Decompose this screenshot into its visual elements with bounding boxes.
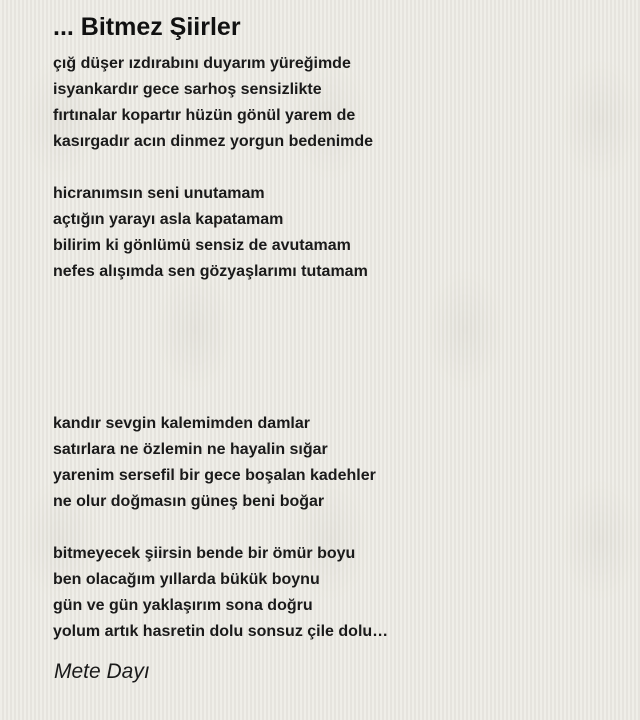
poem-line: yolum artık hasretin dolu sonsuz çile dolu…	[53, 623, 389, 640]
poem-line: bitmeyecek şiirsin bende bir ömür boyu	[53, 545, 356, 562]
stanza-1	[53, 51, 373, 155]
poem-line: açtığın yarayı asla kapatamam	[53, 211, 284, 228]
poem-line: hicranımsın seni unutamam	[53, 185, 265, 202]
stanza-2	[53, 181, 368, 285]
poem-line: satırlara ne özlemin ne hayalin sığar	[53, 441, 328, 458]
poem-line: ben olacağım yıllarda bükük boynu	[53, 571, 320, 588]
poem-line: ne olur doğmasın güneş beni boğar	[53, 493, 325, 510]
poem-line: yarenim sersefil bir gece boşalan kadehler	[53, 467, 376, 484]
stanza-4	[53, 541, 388, 645]
poem-line: bilirim ki gönlümü sensiz de avutamam	[53, 237, 351, 254]
poem-line: nefes alışımda sen gözyaşlarımı tutamam	[53, 263, 368, 280]
poem-line: kasırgadır acın dinmez yorgun bedenimde	[53, 133, 374, 150]
poem-line: kandır sevgin kalemimden damlar	[53, 415, 310, 432]
poem-author: Mete Dayı	[54, 660, 150, 683]
poem-title: ... Bitmez Şiirler	[53, 13, 241, 41]
poem-line: isyankardır gece sarhoş sensizlikte	[53, 81, 322, 98]
poem-line: gün ve gün yaklaşırım sona doğru	[53, 597, 313, 614]
stanza-3	[53, 411, 376, 515]
poem-line: fırtınalar kopartır hüzün gönül yarem de	[53, 107, 356, 124]
poem-line: çığ düşer ızdırabını duyarım yüreğimde	[53, 55, 351, 72]
